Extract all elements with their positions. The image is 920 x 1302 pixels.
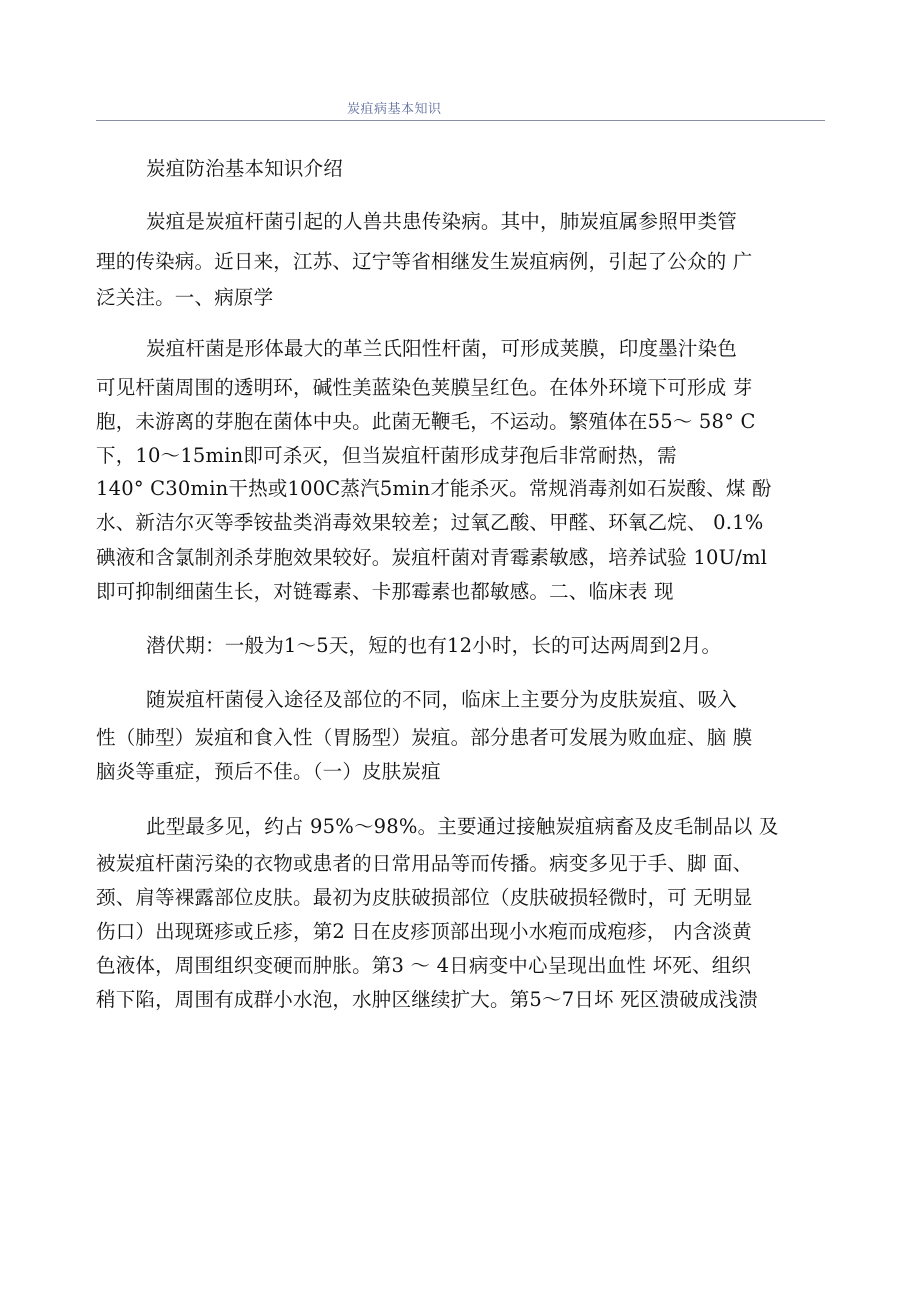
paragraph-line: 潜伏期：一般为1～5天，短的也有12小时，长的可达两周到2月。 [146,634,722,657]
paragraph-line: 炭疽杆菌是形体最大的革兰氏阳性杆菌，可形成荚膜，印度墨汁染色 [146,337,738,360]
paragraph-4 [96,683,826,789]
paragraph-line: 被炭疽杆菌污染的衣物或患者的日常用品等而传播。病变多见于手、脚 面、 [96,852,753,875]
document-heading: 炭疽防治基本知识介绍 [146,157,344,180]
paragraph-line: 随炭疽杆菌侵入途径及部位的不同，临床上主要分为皮肤炭疽、吸入 [146,688,738,711]
paragraph-1 [96,205,826,315]
paragraph-line: 色液体，周围组织变硬而肿胀。第3 ～ 4日病变中心呈现出血性 坏死、组织 [96,954,752,977]
paragraph-line: 可见杆菌周围的透明环，碱性美蓝染色荚膜呈红色。在体外环境下可形成 芽 [96,376,753,399]
paragraph-line: 140° C30min干热或100C蒸汽5min才能杀灭。常规消毒剂如石炭酸、煤 酚 [96,477,772,500]
document-body [96,150,826,1017]
paragraph-2 [96,332,826,609]
paragraph-line: 炭疽是炭疽杆菌引起的人兽共患传染病。其中，肺炭疽属参照甲类管 [146,210,738,233]
paragraph-line: 此型最多见，约占 95%～98%。主要通过接触炭疽病畜及皮毛制品以 及 [146,815,779,838]
paragraph-line: 脑炎等重症，预后不佳。（一）皮肤炭疽 [96,760,441,783]
paragraph-line: 下，10～15min即可杀灭，但当炭疽杆菌形成芽孢后非常耐热，需 [96,444,677,467]
paragraph-3 [96,629,826,663]
paragraph-line: 伤口）出现斑疹或丘疹，第2 日在皮疹顶部出现小水疱而成疱疹， 内含淡黄 [96,920,752,943]
paragraph-line: 即可抑制细菌生长，对链霉素、卡那霉素也都敏感。二、临床表 现 [96,580,674,603]
paragraph-line: 泛关注。一、病原学 [96,286,274,309]
paragraph-5 [96,810,826,1017]
paragraph-line: 性（肺型）炭疽和食入性（胃肠型）炭疽。部分患者可发展为败血症、脑 膜 [96,726,753,749]
header-title: 炭疽病基本知识 [347,102,442,117]
page-header [96,102,825,121]
paragraph-line: 理的传染病。近日来，江苏、辽宁等省相继发生炭疽病例，引起了公众的 广 [96,250,753,273]
paragraph-line: 颈、肩等裸露部位皮肤。最初为皮肤破损部位（皮肤破损轻微时，可 无明显 [96,886,753,909]
paragraph-line: 水、新洁尔灭等季铵盐类消毒效果较差；过氧乙酸、甲醛、环氧乙烷、 0.1% [96,511,764,534]
paragraph-line: 胞，未游离的芽胞在菌体中央。此菌无鞭毛，不运动。繁殖体在55～ 58° C [96,410,756,433]
paragraph-line: 稍下陷，周围有成群小水泡，水肿区继续扩大。第5～7日坏 死区溃破成浅溃 [96,988,759,1011]
document-heading-block [96,152,826,186]
paragraph-line: 碘液和含氯制剂杀芽胞效果较好。炭疽杆菌对青霉素敏感，培养试验 10U/ml [96,546,768,569]
